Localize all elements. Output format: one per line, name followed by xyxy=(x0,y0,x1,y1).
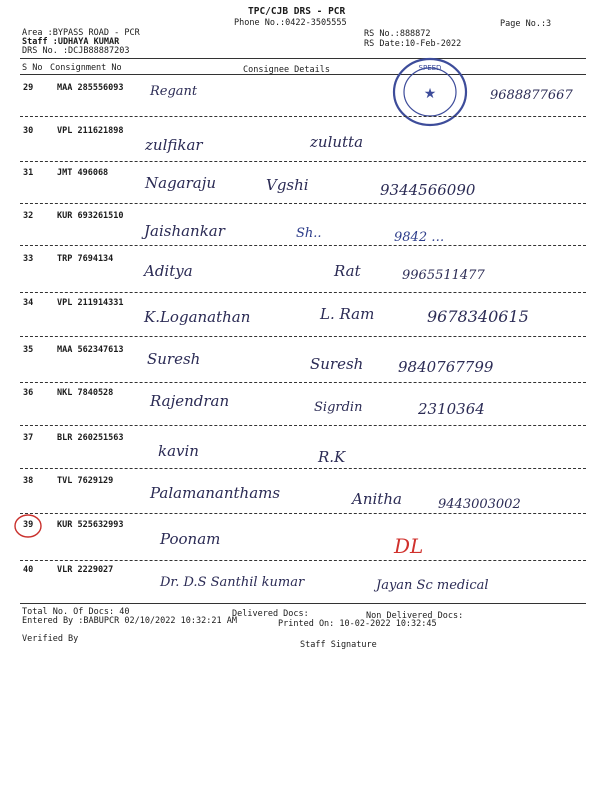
entered-by: Entered By :BABUPCR 02/10/2022 10:32:21 AM xyxy=(22,616,237,626)
stamp-center-text: ★ xyxy=(423,86,437,102)
row-consignee-signature: Vgshi xyxy=(266,176,309,194)
row-consignee-signature: zulutta xyxy=(310,133,364,151)
row-consignee-phone: 9443003002 xyxy=(438,497,521,512)
rs-date: RS Date:10-Feb-2022 xyxy=(364,39,462,49)
row-divider xyxy=(20,292,586,293)
page-number: Page No.:3 xyxy=(500,19,552,29)
row-sno: 38 xyxy=(23,476,34,486)
row-consignee-signature: R.K xyxy=(318,448,346,466)
non-delivered-docs: Non Delivered Docs: xyxy=(366,611,464,621)
row-consignee-name: Nagaraju xyxy=(145,174,217,192)
row-consignment: MAA 285556093 xyxy=(57,83,124,93)
row-divider xyxy=(20,336,586,337)
row-divider xyxy=(20,513,586,514)
row-sno: 34 xyxy=(23,298,34,308)
verified-by-label: Verified By xyxy=(22,634,79,644)
row-consignee-signature: Suresh xyxy=(310,355,364,373)
row-consignee-name: K.Loganathan xyxy=(144,308,251,326)
row-sno: 35 xyxy=(23,345,34,355)
row-delivery-mark: DL xyxy=(394,534,424,558)
row-consignee-name: kavin xyxy=(158,442,199,460)
row-sno: 33 xyxy=(23,254,34,264)
row-consignment: JMT 496068 xyxy=(57,168,109,178)
row-sno: 29 xyxy=(23,83,34,93)
row-consignee-name: Jaishankar xyxy=(144,222,225,240)
row-consignee-phone: 9965511477 xyxy=(402,268,485,283)
row-divider xyxy=(20,203,586,204)
row-consignee-name: Poonam xyxy=(160,530,221,548)
stamp-top-text: SPEED xyxy=(418,64,442,72)
row-consignment: KUR 693261510 xyxy=(57,211,124,221)
row-consignee-phone: 9840767799 xyxy=(398,358,494,376)
delivered-docs: Delivered Docs: xyxy=(232,609,309,619)
row-consignee-signature: L. Ram xyxy=(320,305,375,323)
printed-on: Printed On: 10-02-2022 10:32:45 xyxy=(278,619,437,629)
row-consignee-phone: 2310364 xyxy=(418,400,485,418)
row-divider xyxy=(20,560,586,561)
row-divider xyxy=(20,468,586,469)
area-label: Area :BYPASS ROAD - PCR xyxy=(22,28,140,38)
row-consignee-phone: 9344566090 xyxy=(380,181,476,199)
document-title: TPC/CJB DRS - PCR xyxy=(248,6,346,17)
row-sno: 31 xyxy=(23,168,34,178)
row-divider xyxy=(20,425,586,426)
staff-signature-label: Staff Signature xyxy=(300,640,377,650)
row-sno: 39 xyxy=(23,520,34,530)
row-consignee-signature: Sigrdin xyxy=(314,400,363,415)
row-consignment: TRP 7694134 xyxy=(57,254,114,264)
row-consignment: KUR 525632993 xyxy=(57,520,124,530)
row-consignee-phone: 9688877667 xyxy=(490,88,573,103)
row-consignee-phone: 9678340615 xyxy=(427,307,529,326)
column-header-consignee: Consignee Details xyxy=(243,65,330,75)
row-consignee-signature: Jayan Sc medical xyxy=(376,578,489,593)
row-divider xyxy=(20,245,586,246)
row-divider xyxy=(20,382,586,383)
table-bottom-rule xyxy=(20,603,586,604)
row-consignee-name: Dr. D.S Santhil kumar xyxy=(160,575,305,590)
column-header-consignment: Consignment No xyxy=(50,63,122,73)
row-consignment: NKL 7840528 xyxy=(57,388,114,398)
row-consignment: VPL 211621898 xyxy=(57,126,124,136)
row-consignment: TVL 7629129 xyxy=(57,476,114,486)
row-sno: 37 xyxy=(23,433,34,443)
row-consignee-name: Regant xyxy=(150,84,198,99)
row-consignee-name: Suresh xyxy=(147,350,201,368)
phone-number: Phone No.:0422-3505555 xyxy=(234,18,347,28)
row-divider xyxy=(20,116,586,117)
total-docs: Total No. Of Docs: 40 xyxy=(22,607,130,617)
header-rule-top xyxy=(20,58,586,59)
row-consignee-name: zulfikar xyxy=(145,136,203,154)
rs-number: RS No.:888872 xyxy=(364,29,431,39)
row-sno: 30 xyxy=(23,126,34,136)
row-consignee-name: Palamananthams xyxy=(150,484,281,502)
row-consignment: VPL 211914331 xyxy=(57,298,124,308)
row-consignment: BLR 260251563 xyxy=(57,433,124,443)
row-divider xyxy=(20,161,586,162)
staff-label: Staff :UDHAYA KUMAR xyxy=(22,37,120,47)
row-sno: 32 xyxy=(23,211,34,221)
row-consignee-signature: Rat xyxy=(334,262,361,280)
row-consignee-signature: Anitha xyxy=(352,490,402,508)
row-sno: 36 xyxy=(23,388,34,398)
header-rule-bottom xyxy=(20,74,586,75)
row-consignee-phone: 9842 … xyxy=(394,230,445,245)
column-header-sno: S No xyxy=(22,63,43,73)
row-consignment: VLR 2229027 xyxy=(57,565,114,575)
row-sno: 40 xyxy=(23,565,34,575)
row-consignee-signature: Sh.. xyxy=(296,226,322,241)
drs-number: DRS No. :DCJB88887203 xyxy=(22,46,130,56)
row-consignee-name: Aditya xyxy=(144,262,193,280)
row-consignment: MAA 562347613 xyxy=(57,345,124,355)
row-consignee-name: Rajendran xyxy=(150,392,230,410)
